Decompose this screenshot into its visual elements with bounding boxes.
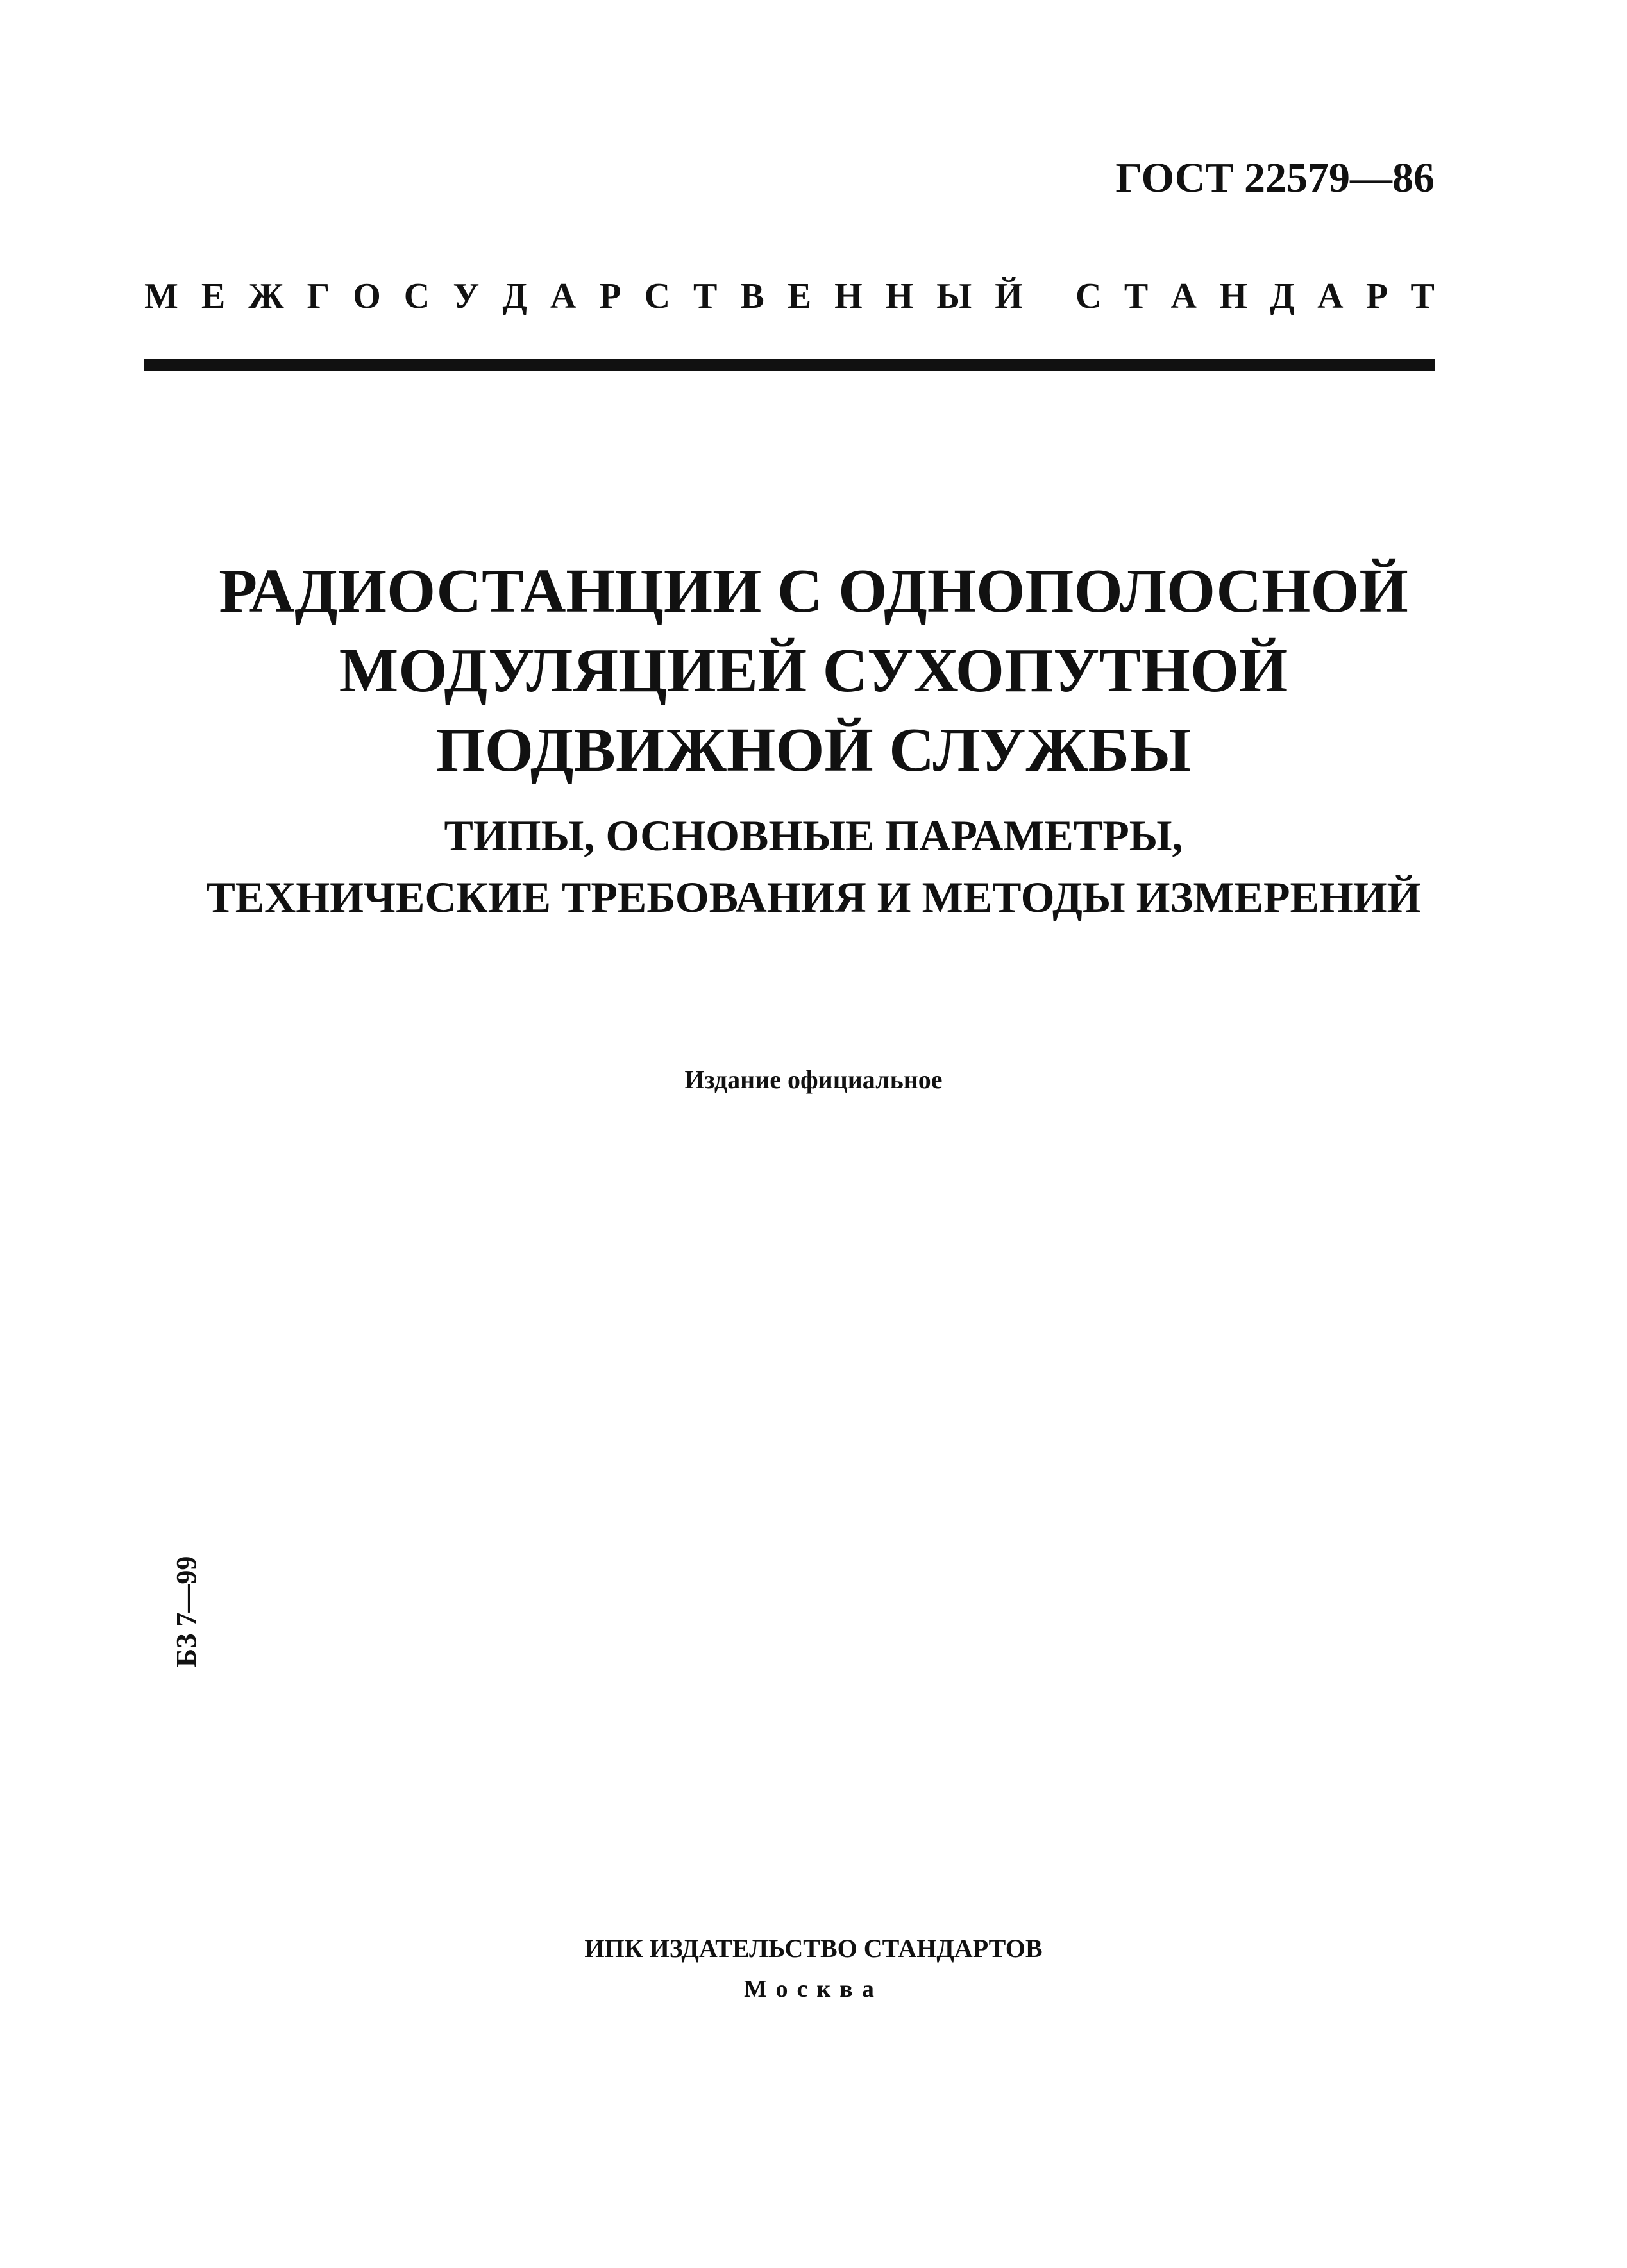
header-letter: Н (834, 276, 863, 316)
header-letter: Н (885, 276, 914, 316)
document-subtitle (0, 805, 1627, 928)
header-letter: Р (599, 276, 621, 316)
header-letter: М (144, 276, 178, 316)
title-line: МОДУЛЯЦИЕЙ СУХОПУТНОЙ (339, 636, 1288, 705)
title-line: ПОДВИЖНОЙ СЛУЖБЫ (435, 716, 1192, 785)
subtitle-line: ТИПЫ, ОСНОВНЫЕ ПАРАМЕТРЫ, (444, 811, 1183, 860)
header-letter: С (644, 276, 671, 316)
header-letter: У (453, 276, 480, 316)
publisher-city: Москва (744, 1976, 883, 2003)
header-letter: А (1170, 276, 1197, 316)
header-letter: Т (693, 276, 718, 316)
publisher: ИПК ИЗДАТЕЛЬСТВО СТАНДАРТОВ (584, 1934, 1043, 1963)
subtitle-line: ТЕХНИЧЕСКИЕ ТРЕБОВАНИЯ И МЕТОДЫ ИЗМЕРЕНИЙ (206, 873, 1421, 921)
header-letter: Ж (248, 276, 284, 316)
header-letter: Е (787, 276, 812, 316)
header-word-standard (1075, 276, 1435, 317)
header-word-interstate (144, 276, 1023, 317)
header-letter: А (1317, 276, 1344, 316)
document-title (0, 551, 1627, 790)
header-letter: Р (1365, 276, 1388, 316)
header-letter: Г (307, 276, 330, 316)
edition-note: Издание официальное (684, 1065, 943, 1094)
header-letter: А (550, 276, 577, 316)
side-catalog-code: БЗ 7—99 (171, 1556, 202, 1667)
header-letter: Д (502, 276, 527, 316)
header-letter: Т (1124, 276, 1149, 316)
standard-type-header (144, 276, 1435, 317)
header-letter: С (1075, 276, 1102, 316)
title-line: РАДИОСТАНЦИИ С ОДНОПОЛОСНОЙ (219, 557, 1408, 626)
header-letter: Т (1410, 276, 1435, 316)
header-letter: В (740, 276, 764, 316)
header-rule (144, 359, 1435, 371)
header-letter: О (353, 276, 381, 316)
header-letter: С (403, 276, 430, 316)
header-letter: Ы (936, 276, 972, 316)
gost-number: ГОСТ 22579—86 (1115, 155, 1435, 201)
header-letter: Н (1219, 276, 1247, 316)
header-letter: Д (1270, 276, 1295, 316)
header-letter: Й (995, 276, 1023, 316)
header-letter: Е (201, 276, 226, 316)
